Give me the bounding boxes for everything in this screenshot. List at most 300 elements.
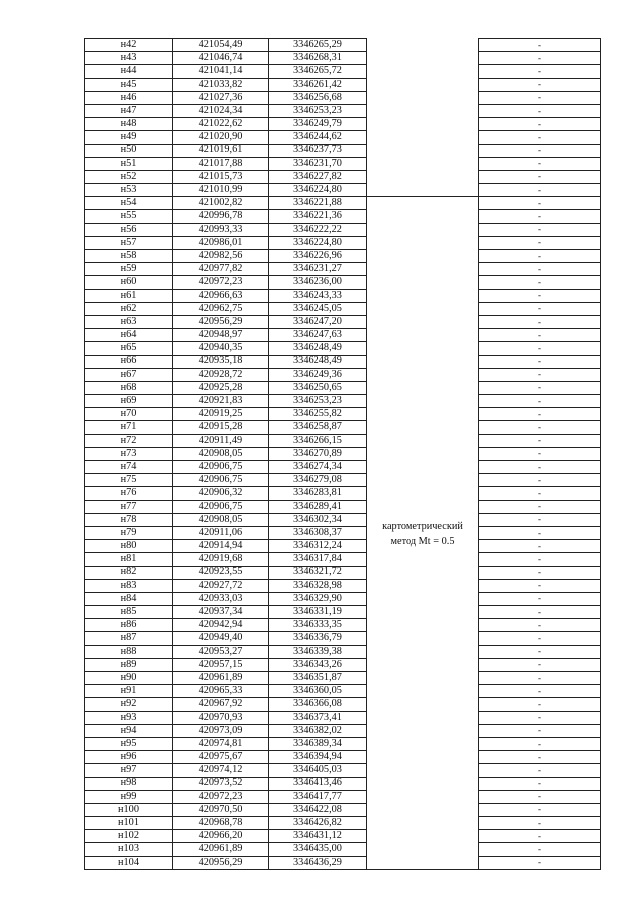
table-row: [85, 342, 601, 355]
y-coordinate-cell: 3346258,87: [269, 421, 367, 434]
table-row: [85, 157, 601, 170]
error-value-cell: -: [479, 592, 601, 605]
y-coordinate-cell: 3346394,94: [269, 751, 367, 764]
table-row: [85, 78, 601, 91]
method-label: картометрический метод Mt = 0.5: [382, 520, 463, 547]
y-coordinate-cell: 3346312,24: [269, 540, 367, 553]
point-name-cell: н48: [85, 118, 173, 131]
y-coordinate-cell: 3346226,96: [269, 250, 367, 263]
y-coordinate-cell: 3346405,03: [269, 764, 367, 777]
table-row: [85, 830, 601, 843]
x-coordinate-cell: 420923,55: [173, 566, 269, 579]
table-row: [85, 737, 601, 750]
y-coordinate-cell: 3346243,33: [269, 289, 367, 302]
point-name-cell: н91: [85, 685, 173, 698]
point-name-cell: н68: [85, 381, 173, 394]
table-row: [85, 91, 601, 104]
error-value-cell: -: [479, 184, 601, 197]
x-coordinate-cell: 420996,78: [173, 210, 269, 223]
table-row: [85, 698, 601, 711]
error-value-cell: -: [479, 672, 601, 685]
y-coordinate-cell: 3346389,34: [269, 737, 367, 750]
x-coordinate-cell: 420915,28: [173, 421, 269, 434]
error-value-cell: -: [479, 368, 601, 381]
x-coordinate-cell: 421019,61: [173, 144, 269, 157]
point-name-cell: н88: [85, 645, 173, 658]
table-row: [85, 685, 601, 698]
method-cell-empty: [367, 39, 479, 197]
y-coordinate-cell: 3346333,35: [269, 619, 367, 632]
error-value-cell: -: [479, 144, 601, 157]
point-name-cell: н103: [85, 843, 173, 856]
y-coordinate-cell: 3346351,87: [269, 672, 367, 685]
y-coordinate-cell: 3346274,34: [269, 461, 367, 474]
point-name-cell: н54: [85, 197, 173, 210]
y-coordinate-cell: 3346360,05: [269, 685, 367, 698]
table-row: [85, 526, 601, 539]
table-row: [85, 236, 601, 249]
point-name-cell: н45: [85, 78, 173, 91]
point-name-cell: н73: [85, 447, 173, 460]
y-coordinate-cell: 3346250,65: [269, 381, 367, 394]
error-value-cell: -: [479, 685, 601, 698]
y-coordinate-cell: 3346302,34: [269, 513, 367, 526]
y-coordinate-cell: 3346231,27: [269, 263, 367, 276]
table-row: [85, 790, 601, 803]
y-coordinate-cell: 3346248,49: [269, 355, 367, 368]
y-coordinate-cell: 3346317,84: [269, 553, 367, 566]
point-name-cell: н61: [85, 289, 173, 302]
y-coordinate-cell: 3346422,08: [269, 803, 367, 816]
error-value-cell: -: [479, 118, 601, 131]
y-coordinate-cell: 3346221,88: [269, 197, 367, 210]
y-coordinate-cell: 3346283,81: [269, 487, 367, 500]
point-name-cell: н82: [85, 566, 173, 579]
x-coordinate-cell: 420928,72: [173, 368, 269, 381]
y-coordinate-cell: 3346224,80: [269, 184, 367, 197]
x-coordinate-cell: 420967,92: [173, 698, 269, 711]
y-coordinate-cell: 3346245,05: [269, 302, 367, 315]
table-row: [85, 724, 601, 737]
x-coordinate-cell: 420914,94: [173, 540, 269, 553]
y-coordinate-cell: 3346343,26: [269, 658, 367, 671]
table-row: [85, 144, 601, 157]
error-value-cell: -: [479, 302, 601, 315]
y-coordinate-cell: 3346231,70: [269, 157, 367, 170]
x-coordinate-cell: 421002,82: [173, 197, 269, 210]
point-name-cell: н90: [85, 672, 173, 685]
error-value-cell: -: [479, 263, 601, 276]
y-coordinate-cell: 3346435,00: [269, 843, 367, 856]
error-value-cell: -: [479, 170, 601, 183]
x-coordinate-cell: 421010,99: [173, 184, 269, 197]
error-value-cell: -: [479, 39, 601, 52]
x-coordinate-cell: 420935,18: [173, 355, 269, 368]
point-name-cell: н92: [85, 698, 173, 711]
point-name-cell: н52: [85, 170, 173, 183]
error-value-cell: -: [479, 210, 601, 223]
error-value-cell: -: [479, 434, 601, 447]
y-coordinate-cell: 3346247,63: [269, 329, 367, 342]
error-value-cell: -: [479, 817, 601, 830]
error-value-cell: -: [479, 381, 601, 394]
coordinates-table: [84, 38, 601, 870]
table-row: [85, 592, 601, 605]
x-coordinate-cell: 420948,97: [173, 329, 269, 342]
table-row: [85, 250, 601, 263]
table-row: [85, 52, 601, 65]
y-coordinate-cell: 3346417,77: [269, 790, 367, 803]
error-value-cell: -: [479, 737, 601, 750]
x-coordinate-cell: 421017,88: [173, 157, 269, 170]
x-coordinate-cell: 420953,27: [173, 645, 269, 658]
table-row: [85, 579, 601, 592]
table-row: [85, 329, 601, 342]
table-row: [85, 803, 601, 816]
x-coordinate-cell: 420973,52: [173, 777, 269, 790]
error-value-cell: -: [479, 658, 601, 671]
error-value-cell: -: [479, 553, 601, 566]
point-name-cell: н47: [85, 104, 173, 117]
point-name-cell: н94: [85, 724, 173, 737]
table-row: [85, 632, 601, 645]
error-value-cell: -: [479, 329, 601, 342]
y-coordinate-cell: 3346236,00: [269, 276, 367, 289]
error-value-cell: -: [479, 236, 601, 249]
table-row: [85, 645, 601, 658]
table-row: [85, 513, 601, 526]
table-row: [85, 118, 601, 131]
y-coordinate-cell: 3346373,41: [269, 711, 367, 724]
point-name-cell: н67: [85, 368, 173, 381]
point-name-cell: н42: [85, 39, 173, 52]
x-coordinate-cell: 420975,67: [173, 751, 269, 764]
x-coordinate-cell: 420937,34: [173, 606, 269, 619]
table-row: [85, 395, 601, 408]
point-name-cell: н76: [85, 487, 173, 500]
x-coordinate-cell: 420970,93: [173, 711, 269, 724]
y-coordinate-cell: 3346366,08: [269, 698, 367, 711]
error-value-cell: -: [479, 698, 601, 711]
y-coordinate-cell: 3346256,68: [269, 91, 367, 104]
error-value-cell: -: [479, 526, 601, 539]
x-coordinate-cell: 420956,29: [173, 856, 269, 869]
y-coordinate-cell: 3346227,82: [269, 170, 367, 183]
y-coordinate-cell: 3346244,62: [269, 131, 367, 144]
y-coordinate-cell: 3346321,72: [269, 566, 367, 579]
point-name-cell: н77: [85, 500, 173, 513]
y-coordinate-cell: 3346247,20: [269, 315, 367, 328]
error-value-cell: -: [479, 355, 601, 368]
point-name-cell: н63: [85, 315, 173, 328]
x-coordinate-cell: 420933,03: [173, 592, 269, 605]
point-name-cell: н84: [85, 592, 173, 605]
table-row: [85, 764, 601, 777]
x-coordinate-cell: 421022,62: [173, 118, 269, 131]
point-name-cell: н51: [85, 157, 173, 170]
y-coordinate-cell: 3346253,23: [269, 395, 367, 408]
table-row: [85, 672, 601, 685]
table-row: [85, 474, 601, 487]
method-cell: [367, 197, 479, 870]
error-value-cell: -: [479, 487, 601, 500]
table-row: [85, 197, 601, 210]
x-coordinate-cell: 420949,40: [173, 632, 269, 645]
table-row: [85, 856, 601, 869]
table-row: [85, 658, 601, 671]
error-value-cell: -: [479, 395, 601, 408]
y-coordinate-cell: 3346426,82: [269, 817, 367, 830]
table-row: [85, 355, 601, 368]
y-coordinate-cell: 3346436,29: [269, 856, 367, 869]
point-name-cell: н83: [85, 579, 173, 592]
y-coordinate-cell: 3346265,72: [269, 65, 367, 78]
table-row: [85, 65, 601, 78]
x-coordinate-cell: 421024,34: [173, 104, 269, 117]
point-name-cell: н70: [85, 408, 173, 421]
table-row: [85, 817, 601, 830]
point-name-cell: н44: [85, 65, 173, 78]
x-coordinate-cell: 420956,29: [173, 315, 269, 328]
point-name-cell: н43: [85, 52, 173, 65]
error-value-cell: -: [479, 408, 601, 421]
point-name-cell: н95: [85, 737, 173, 750]
table-row: [85, 421, 601, 434]
table-row: [85, 39, 601, 52]
y-coordinate-cell: 3346248,49: [269, 342, 367, 355]
y-coordinate-cell: 3346266,15: [269, 434, 367, 447]
x-coordinate-cell: 421027,36: [173, 91, 269, 104]
table-row: [85, 368, 601, 381]
table-row: [85, 751, 601, 764]
error-value-cell: -: [479, 777, 601, 790]
point-name-cell: н64: [85, 329, 173, 342]
x-coordinate-cell: 421046,74: [173, 52, 269, 65]
table-row: [85, 461, 601, 474]
point-name-cell: н59: [85, 263, 173, 276]
point-name-cell: н79: [85, 526, 173, 539]
x-coordinate-cell: 420961,89: [173, 843, 269, 856]
x-coordinate-cell: 420974,81: [173, 737, 269, 750]
point-name-cell: н96: [85, 751, 173, 764]
x-coordinate-cell: 421020,90: [173, 131, 269, 144]
error-value-cell: -: [479, 315, 601, 328]
point-name-cell: н49: [85, 131, 173, 144]
error-value-cell: -: [479, 223, 601, 236]
table-row: [85, 553, 601, 566]
y-coordinate-cell: 3346328,98: [269, 579, 367, 592]
error-value-cell: -: [479, 250, 601, 263]
point-name-cell: н104: [85, 856, 173, 869]
point-name-cell: н100: [85, 803, 173, 816]
x-coordinate-cell: 420993,33: [173, 223, 269, 236]
y-coordinate-cell: 3346265,29: [269, 39, 367, 52]
error-value-cell: -: [479, 276, 601, 289]
x-coordinate-cell: 420927,72: [173, 579, 269, 592]
point-name-cell: н86: [85, 619, 173, 632]
point-name-cell: н93: [85, 711, 173, 724]
x-coordinate-cell: 420974,12: [173, 764, 269, 777]
point-name-cell: н78: [85, 513, 173, 526]
error-value-cell: -: [479, 764, 601, 777]
x-coordinate-cell: 420986,01: [173, 236, 269, 249]
error-value-cell: -: [479, 803, 601, 816]
x-coordinate-cell: 420962,75: [173, 302, 269, 315]
table-row: [85, 302, 601, 315]
x-coordinate-cell: 420977,82: [173, 263, 269, 276]
x-coordinate-cell: 420982,56: [173, 250, 269, 263]
table-row: [85, 434, 601, 447]
x-coordinate-cell: 420925,28: [173, 381, 269, 394]
x-coordinate-cell: 421033,82: [173, 78, 269, 91]
table-row: [85, 276, 601, 289]
point-name-cell: н65: [85, 342, 173, 355]
x-coordinate-cell: 420921,83: [173, 395, 269, 408]
y-coordinate-cell: 3346382,02: [269, 724, 367, 737]
error-value-cell: -: [479, 52, 601, 65]
x-coordinate-cell: 421054,49: [173, 39, 269, 52]
error-value-cell: -: [479, 632, 601, 645]
error-value-cell: -: [479, 724, 601, 737]
y-coordinate-cell: 3346329,90: [269, 592, 367, 605]
table-row: [85, 566, 601, 579]
point-name-cell: н50: [85, 144, 173, 157]
error-value-cell: -: [479, 421, 601, 434]
table-row: [85, 711, 601, 724]
point-name-cell: н71: [85, 421, 173, 434]
y-coordinate-cell: 3346224,80: [269, 236, 367, 249]
point-name-cell: н80: [85, 540, 173, 553]
y-coordinate-cell: 3346237,73: [269, 144, 367, 157]
error-value-cell: -: [479, 843, 601, 856]
y-coordinate-cell: 3346331,19: [269, 606, 367, 619]
table-row: [85, 263, 601, 276]
y-coordinate-cell: 3346279,08: [269, 474, 367, 487]
error-value-cell: -: [479, 513, 601, 526]
y-coordinate-cell: 3346221,36: [269, 210, 367, 223]
error-value-cell: -: [479, 856, 601, 869]
point-name-cell: н66: [85, 355, 173, 368]
error-value-cell: -: [479, 91, 601, 104]
y-coordinate-cell: 3346270,89: [269, 447, 367, 460]
point-name-cell: н102: [85, 830, 173, 843]
point-name-cell: н72: [85, 434, 173, 447]
x-coordinate-cell: 420911,49: [173, 434, 269, 447]
x-coordinate-cell: 420906,75: [173, 461, 269, 474]
x-coordinate-cell: 420965,33: [173, 685, 269, 698]
x-coordinate-cell: 421015,73: [173, 170, 269, 183]
table-row: [85, 381, 601, 394]
point-name-cell: н99: [85, 790, 173, 803]
error-value-cell: -: [479, 289, 601, 302]
point-name-cell: н57: [85, 236, 173, 249]
point-name-cell: н62: [85, 302, 173, 315]
table-row: [85, 777, 601, 790]
table-row: [85, 843, 601, 856]
x-coordinate-cell: 420906,75: [173, 474, 269, 487]
point-name-cell: н74: [85, 461, 173, 474]
y-coordinate-cell: 3346222,22: [269, 223, 367, 236]
table-row: [85, 289, 601, 302]
y-coordinate-cell: 3346336,79: [269, 632, 367, 645]
y-coordinate-cell: 3346261,42: [269, 78, 367, 91]
x-coordinate-cell: 420973,09: [173, 724, 269, 737]
point-name-cell: н60: [85, 276, 173, 289]
error-value-cell: -: [479, 606, 601, 619]
error-value-cell: -: [479, 157, 601, 170]
table-row: [85, 487, 601, 500]
point-name-cell: н85: [85, 606, 173, 619]
error-value-cell: -: [479, 65, 601, 78]
x-coordinate-cell: 420961,89: [173, 672, 269, 685]
y-coordinate-cell: 3346268,31: [269, 52, 367, 65]
y-coordinate-cell: 3346308,37: [269, 526, 367, 539]
x-coordinate-cell: 420970,50: [173, 803, 269, 816]
table-row: [85, 540, 601, 553]
table-row: [85, 408, 601, 421]
error-value-cell: -: [479, 751, 601, 764]
x-coordinate-cell: 420919,68: [173, 553, 269, 566]
table-row: [85, 619, 601, 632]
error-value-cell: -: [479, 830, 601, 843]
error-value-cell: -: [479, 447, 601, 460]
table-row: [85, 447, 601, 460]
error-value-cell: -: [479, 78, 601, 91]
x-coordinate-cell: 420966,63: [173, 289, 269, 302]
x-coordinate-cell: 421041,14: [173, 65, 269, 78]
point-name-cell: н101: [85, 817, 173, 830]
error-value-cell: -: [479, 104, 601, 117]
x-coordinate-cell: 420940,35: [173, 342, 269, 355]
y-coordinate-cell: 3346253,23: [269, 104, 367, 117]
point-name-cell: н89: [85, 658, 173, 671]
error-value-cell: -: [479, 645, 601, 658]
table-row: [85, 500, 601, 513]
x-coordinate-cell: 420908,05: [173, 447, 269, 460]
point-name-cell: н53: [85, 184, 173, 197]
error-value-cell: -: [479, 619, 601, 632]
point-name-cell: н98: [85, 777, 173, 790]
y-coordinate-cell: 3346431,12: [269, 830, 367, 843]
error-value-cell: -: [479, 566, 601, 579]
y-coordinate-cell: 3346413,46: [269, 777, 367, 790]
coordinates-table-body: [85, 39, 601, 870]
x-coordinate-cell: 420972,23: [173, 276, 269, 289]
table-row: [85, 315, 601, 328]
error-value-cell: -: [479, 790, 601, 803]
point-name-cell: н87: [85, 632, 173, 645]
error-value-cell: -: [479, 474, 601, 487]
error-value-cell: -: [479, 461, 601, 474]
error-value-cell: -: [479, 342, 601, 355]
y-coordinate-cell: 3346249,79: [269, 118, 367, 131]
y-coordinate-cell: 3346339,38: [269, 645, 367, 658]
x-coordinate-cell: 420906,75: [173, 500, 269, 513]
x-coordinate-cell: 420919,25: [173, 408, 269, 421]
table-row: [85, 210, 601, 223]
point-name-cell: н69: [85, 395, 173, 408]
error-value-cell: -: [479, 500, 601, 513]
x-coordinate-cell: 420966,20: [173, 830, 269, 843]
error-value-cell: -: [479, 540, 601, 553]
y-coordinate-cell: 3346289,41: [269, 500, 367, 513]
point-name-cell: н46: [85, 91, 173, 104]
x-coordinate-cell: 420906,32: [173, 487, 269, 500]
y-coordinate-cell: 3346255,82: [269, 408, 367, 421]
x-coordinate-cell: 420942,94: [173, 619, 269, 632]
error-value-cell: -: [479, 579, 601, 592]
x-coordinate-cell: 420911,06: [173, 526, 269, 539]
